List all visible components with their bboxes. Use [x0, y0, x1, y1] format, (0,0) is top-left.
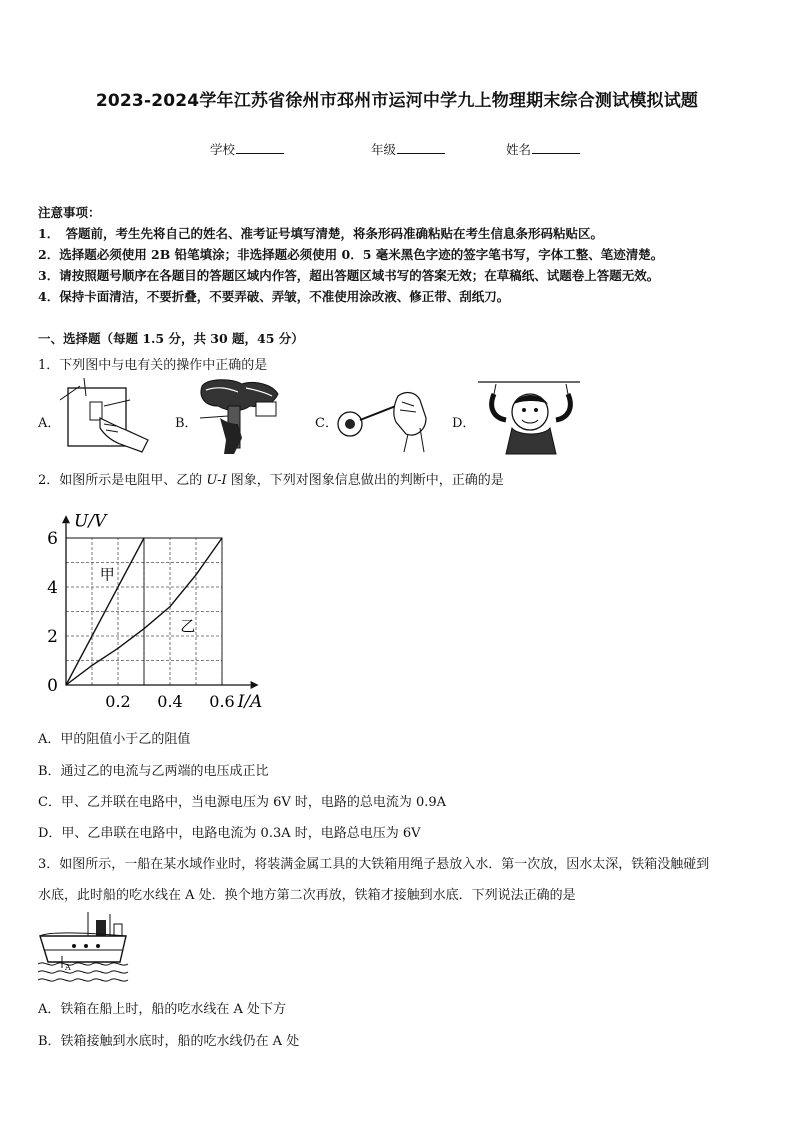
y-tick-label: 4: [47, 578, 58, 598]
q1-figure-b-tree-kite: [198, 378, 284, 456]
q2-option-a[interactable]: A．甲的阻值小于乙的阻值: [38, 732, 191, 747]
q3-option-a[interactable]: A．铁箱在船上时，船的吃水线在 A 处下方: [38, 1002, 287, 1017]
grade-field[interactable]: [371, 140, 445, 158]
grade-label: 年级: [371, 142, 397, 157]
notice-item: 4．保持卡面清洁，不要折叠，不要弄破、弄皱，不准使用涂改液、修正带、刮纸刀。: [38, 289, 510, 304]
x-axis-label: I/A: [237, 692, 263, 712]
q1-option-d-label: D．: [452, 416, 476, 431]
q1-option-a-label: A．: [38, 416, 61, 431]
series-2-point: [169, 606, 170, 607]
y-tick-label: 2: [47, 627, 58, 647]
y-axis-arrow: [62, 515, 70, 523]
x-tick-label: 0.4: [157, 692, 183, 711]
q1-figure-d-child-wire: [474, 378, 582, 458]
school-label: 学校: [210, 142, 236, 157]
series-2-point: [91, 665, 92, 666]
q1-figure-c-test-pen: [336, 382, 432, 454]
x-axis-arrow: [251, 681, 259, 689]
name-field[interactable]: [506, 140, 580, 158]
q1-option-c-label: C．: [315, 416, 338, 431]
series-2-point: [143, 628, 144, 629]
name-blank[interactable]: [532, 141, 580, 154]
series-label-2: 乙: [180, 617, 196, 636]
page-title: 2023-2024学年江苏省徐州市邳州市运河中学九上物理期末综合测试模拟试题: [95, 91, 699, 111]
q1-figure-a-switch-hand: [60, 378, 152, 456]
question-1-stem: 1．下列图中与电有关的操作中正确的是: [38, 358, 268, 373]
q2-stem-part: 图象，下列对图象信息做出的判断中，正确的是: [226, 473, 504, 488]
notice-item: 2．选择题必须使用 2B 铅笔填涂；非选择题必须使用 0．5 毫米黑色字迹的签字笔书写，字体工整、笔迹清楚。: [38, 247, 664, 262]
q3-figure-waterline-label: A: [65, 963, 71, 972]
question-2-stem: [38, 469, 504, 488]
series-1-point: [143, 537, 144, 538]
y-tick-label: 0: [47, 676, 58, 696]
notice-item: 3．请按照题号顺序在各题目的答题区域内作答，超出答题区域书写的答案无效；在草稿纸、试题卷上答题无效。: [38, 268, 660, 283]
name-label: 姓名: [506, 142, 532, 157]
q2-option-c[interactable]: C．甲、乙并联在电路中，当电源电压为 6V 时，电路的总电流为 0.9A: [38, 795, 447, 810]
notice-item: 1． 答题前，考生先将自己的姓名、准考证号填写清楚，将条形码准确粘贴在考生信息条形码粘贴区。: [38, 226, 603, 241]
school-field[interactable]: [210, 140, 284, 158]
q3-ship-figure: [38, 910, 130, 984]
q2-option-d[interactable]: D．甲、乙串联在电路中，电路电流为 0.3A 时，电路总电压为 6V: [38, 826, 421, 841]
chart-grid: [66, 538, 222, 685]
question-3-stem-line-1: 3．如图所示，一船在某水域作业时，将装满金属工具的大铁箱用绳子悬放入水．第一次放，因水太深，铁箱没触碰到: [38, 857, 710, 872]
chart-labels: [47, 512, 262, 712]
section-title: 一、选择题（每题 1.5 分，共 30 题，45 分）: [38, 331, 304, 346]
q2-stem-ui-term: U-I: [206, 473, 227, 488]
chart-axes: [62, 515, 259, 689]
grade-blank[interactable]: [397, 141, 445, 154]
x-tick-label: 0.6: [209, 692, 235, 711]
y-tick-label: 6: [47, 529, 58, 549]
x-tick-label: 0.2: [105, 692, 131, 711]
question-3-stem-line-2: 水底，此时船的吃水线在 A 处．换个地方第二次再放，铁箱才接触到水底．下列说法正确的是: [38, 888, 576, 903]
series-label-1: 甲: [99, 565, 115, 584]
school-blank[interactable]: [236, 141, 284, 154]
ui-graph: [38, 500, 288, 714]
series-2-point: [65, 684, 66, 685]
series-2-point: [195, 574, 196, 575]
q2-option-b[interactable]: B．通过乙的电流与乙两端的电压成正比: [38, 764, 269, 779]
q2-stem-part: 2．如图所示是电阻甲、乙的: [38, 473, 207, 488]
y-axis-label: U/V: [74, 511, 107, 532]
series-2-point: [221, 537, 222, 538]
series-2-point: [117, 648, 118, 649]
notice-heading: 注意事项：: [38, 205, 101, 220]
q3-option-b[interactable]: B．铁箱接触到水底时，船的吃水线仍在 A 处: [38, 1034, 300, 1049]
q1-option-b-label: B．: [175, 416, 198, 431]
